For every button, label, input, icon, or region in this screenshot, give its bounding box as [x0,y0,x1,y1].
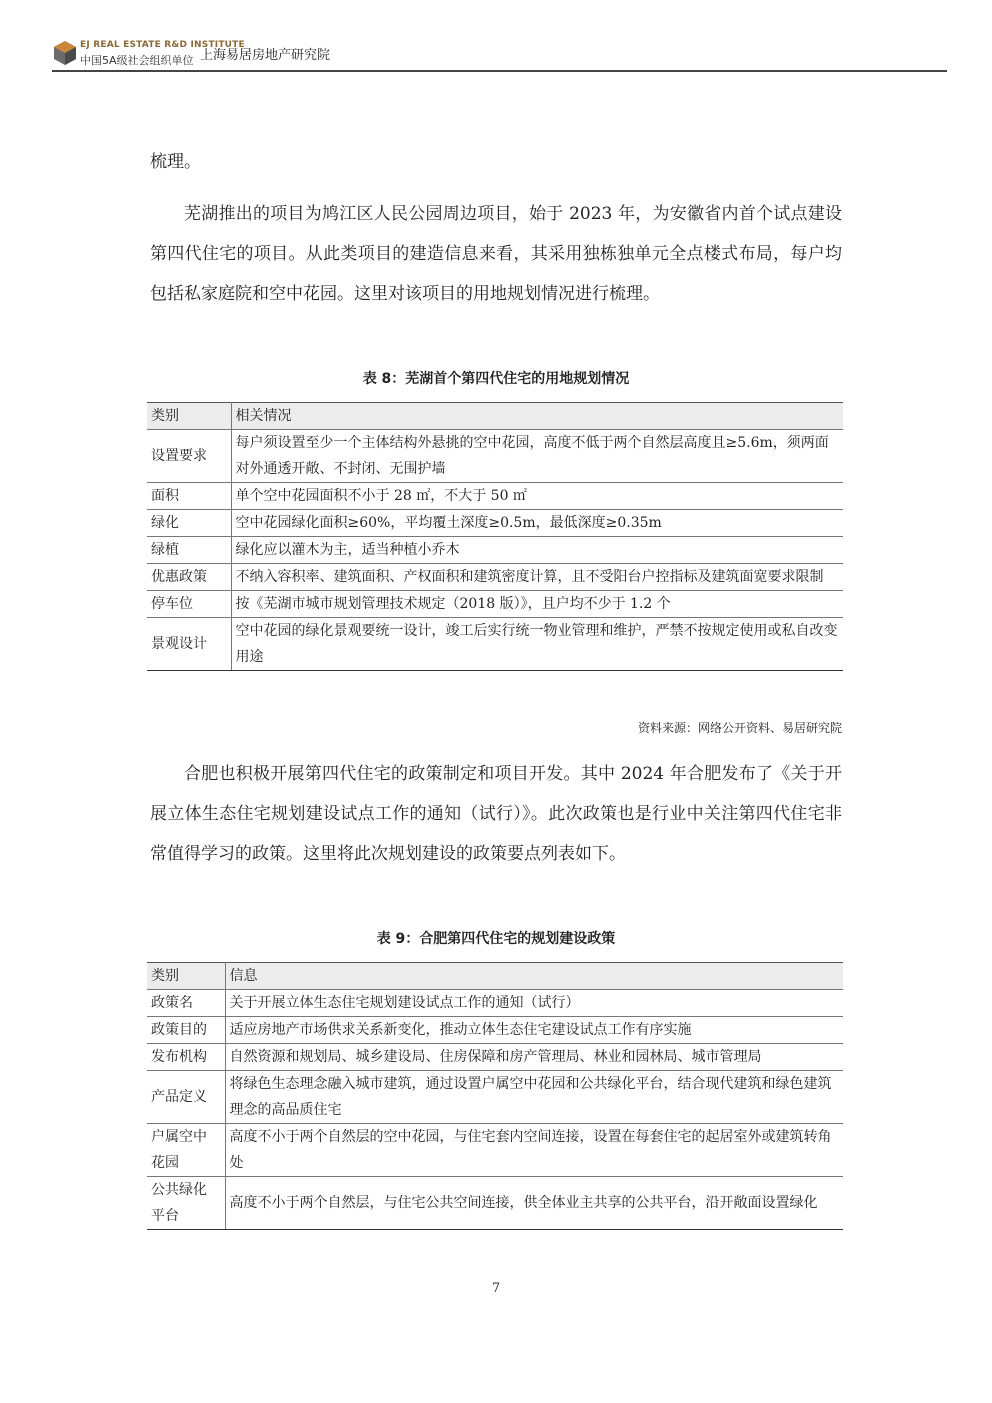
info-cell: 自然资源和规划局、城乡建设局、住房保障和房产管理局、林业和园林局、城市管理局 [225,1044,843,1071]
header-cell: 相关情况 [231,403,843,430]
institute-logo-icon [52,40,78,66]
info-cell: 高度不小于两个自然层的空中花园，与住宅套内空间连接，设置在每套住宅的起居室外或建筑转角处 [225,1124,843,1177]
info-cell: 适应房地产市场供求关系新变化，推动立体生态住宅建设试点工作有序实施 [225,1017,843,1044]
logo-english-text: EJ REAL ESTATE R&D INSTITUTE [80,40,245,50]
institute-name: 上海易居房地产研究院 [200,48,331,63]
table-8 [147,402,843,671]
info-cell: 单个空中花园面积不小于 28 ㎡，不大于 50 ㎡ [231,483,843,510]
info-cell: 高度不小于两个自然层，与住宅公共空间连接，供全体业主共享的公共平台，沿开敞面设置绿化 [225,1177,843,1230]
table-9 [147,962,843,1230]
table-row [147,510,843,537]
table-row [147,430,843,483]
category-cell: 景观设计 [147,618,231,671]
table-row [147,1044,843,1071]
table-8-caption: 表 8：芜湖首个第四代住宅的用地规划情况 [362,371,630,387]
table-8-source: 资料来源：网络公开资料、易居研究院 [637,721,842,735]
table-row [147,990,843,1017]
info-cell: 每户须设置至少一个主体结构外悬挑的空中花园，高度不低于两个自然层高度且≥5.6m，须两面对外通透开敞、不封闭、无围护墙 [231,430,843,483]
page-header [52,38,947,74]
category-cell: 产品定义 [147,1071,225,1124]
table-row [147,1017,843,1044]
header-cell: 类别 [147,403,231,430]
table-header-row [147,963,843,990]
table-header-row [147,403,843,430]
info-cell: 绿化应以灌木为主，适当种植小乔木 [231,537,843,564]
info-cell: 不纳入容积率、建筑面积、产权面积和建筑密度计算，且不受阳台户控指标及建筑面宽要求限制 [231,564,843,591]
category-cell: 绿化 [147,510,231,537]
table-row [147,618,843,671]
category-cell: 绿植 [147,537,231,564]
table-row [147,1124,843,1177]
info-cell: 将绿色生态理念融入城市建筑，通过设置户属空中花园和公共绿化平台，结合现代建筑和绿色建筑理念的高品质住宅 [225,1071,843,1124]
table-9-caption: 表 9：合肥第四代住宅的规划建设政策 [376,931,616,947]
category-cell: 政策目的 [147,1017,225,1044]
info-cell: 按《芜湖市城市规划管理技术规定（2018 版）》，且户均不少于 1.2 个 [231,591,843,618]
table-row [147,591,843,618]
info-cell: 空中花园的绿化景观要统一设计，竣工后实行统一物业管理和维护，严禁不按规定使用或私自改变用途 [231,618,843,671]
category-cell: 发布机构 [147,1044,225,1071]
info-cell: 关于开展立体生态住宅规划建设试点工作的通知（试行） [225,990,843,1017]
table-row [147,1177,843,1230]
logo-chinese-text: 中国5A级社会组织单位 [80,54,194,67]
page-number: 7 [491,1281,501,1296]
paragraph-3: 合肥也积极开展第四代住宅的政策制定和项目开发。其中 2024 年合肥发布了《关于开展立体生态住宅规划建设试点工作的通知（试行）》。此次政策也是行业中关注第四代住宅非常值得学习的政策。这里将此次规划建设的政策要点列表如下。 [150,764,842,864]
category-cell: 面积 [147,483,231,510]
category-cell: 户属空中花园 [147,1124,225,1177]
table-row [147,483,843,510]
info-cell: 空中花园绿化面积≥60%，平均覆土深度≥0.5m，最低深度≥0.35m [231,510,843,537]
header-divider [52,70,947,72]
header-cell: 类别 [147,963,225,990]
category-cell: 优惠政策 [147,564,231,591]
category-cell: 公共绿化平台 [147,1177,225,1230]
table-row [147,537,843,564]
category-cell: 政策名 [147,990,225,1017]
header-cell: 信息 [225,963,843,990]
table-row [147,1071,843,1124]
category-cell: 停车位 [147,591,231,618]
table-row [147,564,843,591]
paragraph-1: 梳理。 [150,152,201,172]
paragraph-2: 芜湖推出的项目为鸠江区人民公园周边项目，始于 2023 年，为安徽省内首个试点建设第四代住宅的项目。从此类项目的建造信息来看，其采用独栋独单元全点楼式布局，每户均包括私家庭院和空中花园。这里对该项目的用地规划情况进行梳理。 [150,204,842,304]
category-cell: 设置要求 [147,430,231,483]
